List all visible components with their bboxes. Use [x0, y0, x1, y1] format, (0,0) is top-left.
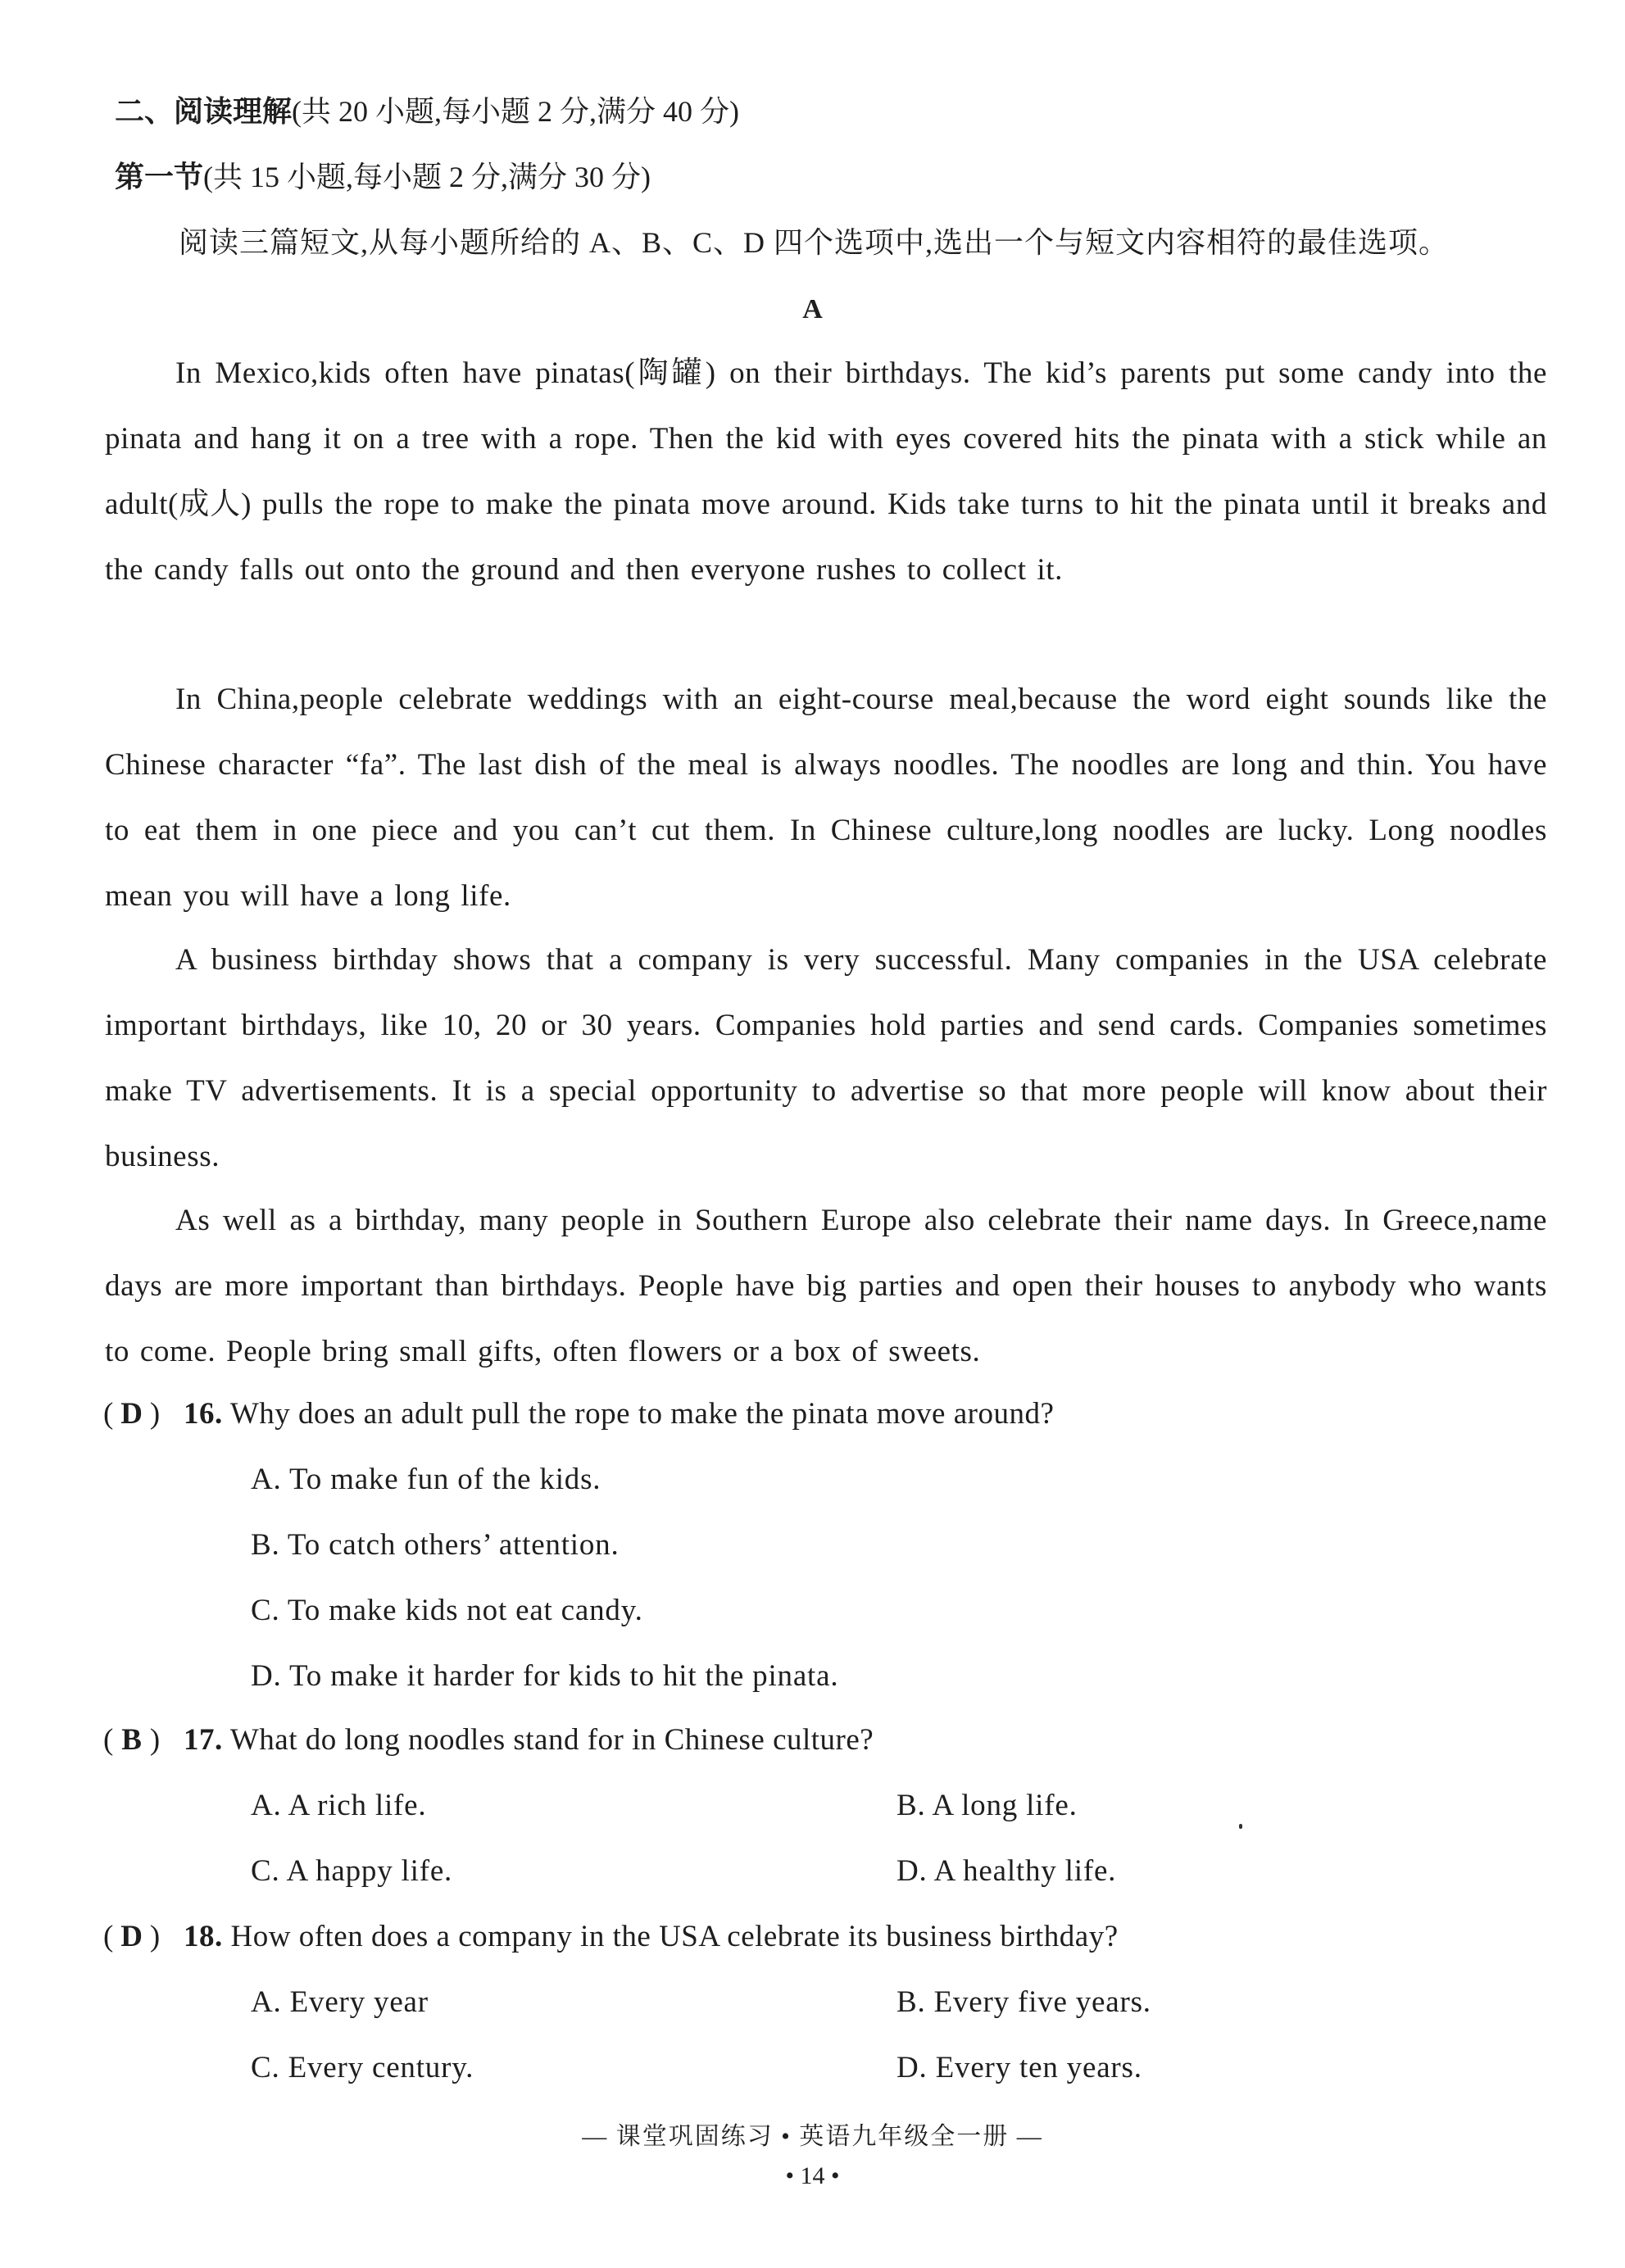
question-18-option-a: A. Every year: [251, 1985, 429, 2019]
question-17-option-d: D. A healthy life.: [896, 1854, 1117, 1888]
passage-paragraph-china: In China,people celebrate weddings with an eight-course meal,because the word eight sounds like the Chinese character “fa”. The last dish of the meal is always noodles. The noodles are long and thin. You have to eat them in one piece and you can’t cut them. In Chinese culture,long noodles are lucky. Long noodles mean you will have a long life.: [105, 683, 1547, 913]
question-16: [103, 1395, 1054, 1434]
part-heading-title: 第一节: [115, 161, 204, 194]
reading-instructions: 阅读三篇短文,从每小题所给的 A、B、C、D 四个选项中,选出一个与短文内容相符的最佳选项。: [179, 226, 1450, 259]
part-heading: [115, 157, 651, 197]
question-17-option-c: C. A happy life.: [251, 1854, 453, 1888]
question-18-option-c: C. Every century.: [251, 2051, 474, 2084]
question-number-16: 16.: [184, 1397, 223, 1431]
question-17-option-b: B. A long life.: [896, 1789, 1078, 1822]
question-18-option-d: D. Every ten years.: [896, 2051, 1142, 2084]
question-16-option-b: B. To catch others’ attention.: [251, 1528, 620, 1562]
passage-paragraph-usa: A business birthday shows that a company is very successful. Many companies in the USA celebrate important birthdays, like 10, 20 or 30 years. Companies hold parties and send cards. Companies sometimes make TV advertisements. It is a special opportunity to advertise so that more people will know about their business.: [105, 943, 1547, 1173]
question-18-option-b: B. Every five years.: [896, 1985, 1151, 2019]
question-17-option-a: A. A rich life.: [251, 1789, 427, 1822]
section-heading: [115, 92, 739, 132]
question-16-option-c: C. To make kids not eat candy.: [251, 1594, 643, 1627]
answer-bracket: ( D ): [103, 1395, 184, 1434]
question-text-18: How often does a company in the USA celebrate its business birthday?: [230, 1920, 1119, 1953]
print-speck: [1239, 1824, 1242, 1829]
answer-16: D: [120, 1397, 143, 1431]
question-16-option-d: D. To make it harder for kids to hit the pinata.: [251, 1659, 839, 1693]
footer-book-title: — 课堂巩固练习 • 英语九年级全一册 —: [582, 2123, 1043, 2150]
answer-bracket: ( B ): [103, 1721, 184, 1760]
question-number-17: 17.: [184, 1723, 223, 1757]
answer-bracket: ( D ): [103, 1917, 184, 1957]
passage-paragraph-mexico: In Mexico,kids often have pinatas(陶罐) on their birthdays. The kid’s parents put some candy into the pinata and hang it on a tree with a rope. Then the kid with eyes covered hits the pinata with a stick while an adult(成人) pulls the rope to make the pinata move around. Kids take turns to hit the pinata until it breaks and the candy falls out onto the ground and then everyone rushes to collect it.: [105, 356, 1547, 587]
answer-18: D: [120, 1920, 143, 1953]
passage-paragraph-europe: As well as a birthday, many people in Southern Europe also celebrate their name days. In Greece,name days are more important than birthdays. People have big parties and open their houses to anybody who wants to come. People bring small gifts, often flowers or a box of sweets.: [105, 1204, 1547, 1368]
question-text-17: What do long noodles stand for in Chinese culture?: [229, 1723, 874, 1757]
footer-page-number: • 14 •: [785, 2162, 840, 2189]
section-heading-title: 二、阅读理解: [115, 95, 293, 129]
question-16-option-a: A. To make fun of the kids.: [251, 1463, 601, 1496]
question-text-16: Why does an adult pull the rope to make the pinata move around?: [229, 1397, 1055, 1431]
passage-letter: A: [802, 294, 823, 324]
part-heading-scoring: (共 15 小题,每小题 2 分,满分 30 分): [203, 161, 651, 193]
question-18: [103, 1917, 1119, 1957]
section-heading-scoring: (共 20 小题,每小题 2 分,满分 40 分): [292, 95, 739, 128]
question-number-18: 18.: [184, 1920, 223, 1953]
answer-17: B: [121, 1723, 143, 1757]
question-17: [103, 1721, 874, 1760]
